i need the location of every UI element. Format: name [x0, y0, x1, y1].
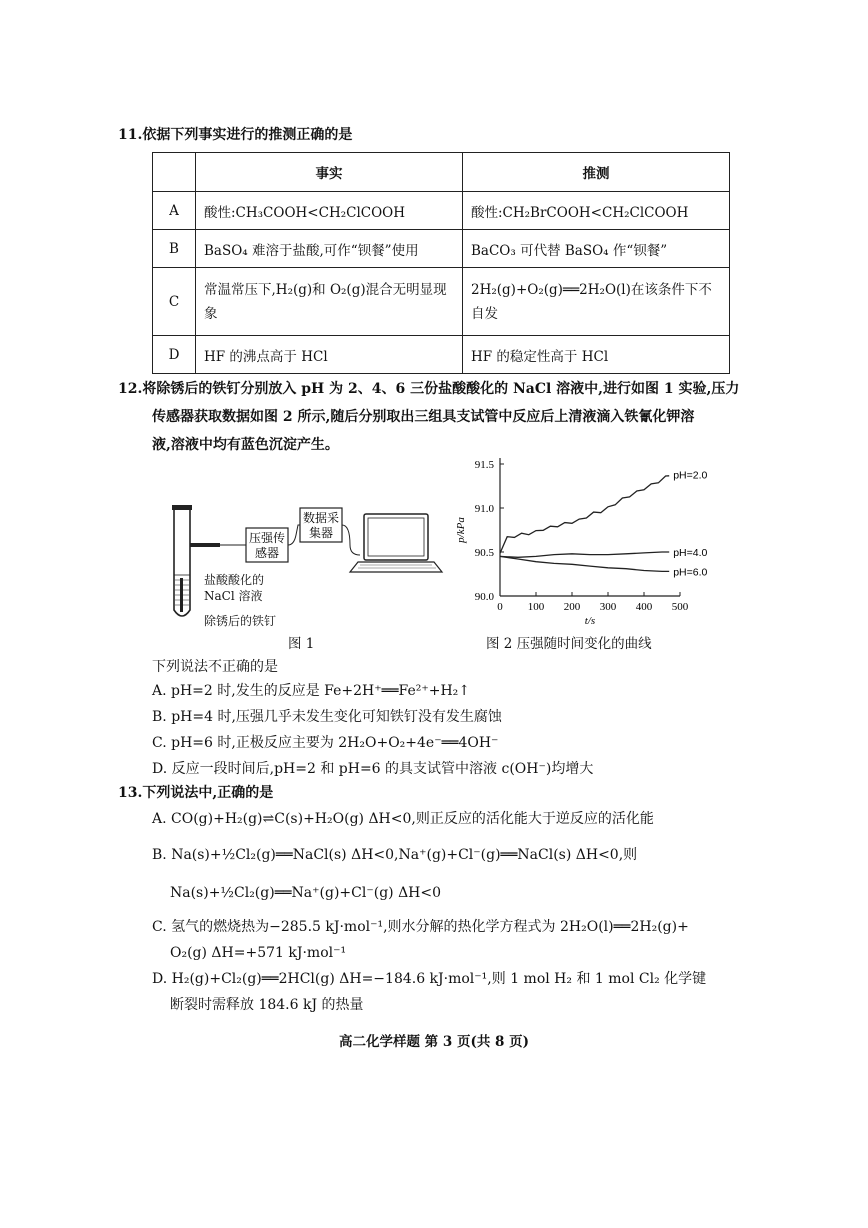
y-tick-label: 91.5	[474, 459, 494, 471]
table-row	[153, 336, 730, 374]
q13-option-a: A. CO(g)+H₂(g)⇌C(s)+H₂O(g) ΔH<0,则正反应的活化能大于逆反应的活化能	[152, 811, 654, 827]
collector-label-1: 数据采	[302, 511, 340, 525]
header-infer: 推测	[463, 153, 730, 192]
q12-option-c: C. pH=6 时,正极反应主要为 2H₂O+O₂+4e⁻══4OH⁻	[152, 735, 499, 751]
q12-option-b: B. pH=4 时,压强几乎未发生变化可知铁钉没有发生腐蚀	[152, 709, 502, 725]
x-tick-label: 400	[635, 601, 653, 613]
row-label: A	[153, 192, 196, 230]
x-tick-label: 100	[527, 601, 545, 613]
q12-stem-line1	[118, 378, 739, 400]
header-fact: 事实	[196, 153, 463, 192]
figure-1-apparatus	[160, 500, 450, 630]
y-tick-label: 91.0	[474, 503, 494, 515]
q12-number: 12.	[118, 381, 143, 397]
row-fact: 常温常压下,H₂(g)和 O₂(g)混合无明显现象	[196, 268, 463, 336]
series-label: pH=4.0	[673, 547, 708, 559]
page-footer: 高二化学样题 第 3 页(共 8 页)	[338, 1034, 530, 1050]
row-label: C	[153, 268, 196, 336]
x-tick-label: 500	[671, 601, 689, 613]
row-infer: 酸性:CH₂BrCOOH<CH₂ClCOOH	[463, 192, 730, 230]
series-label: pH=2.0	[673, 469, 708, 482]
q13-number: 13.	[118, 785, 143, 801]
series-line	[500, 552, 669, 557]
sensor-label-2: 感器	[254, 546, 280, 560]
pressure-chart	[448, 452, 748, 632]
row-infer: HF 的稳定性高于 HCl	[463, 336, 730, 374]
sensor-label-1: 压强传	[248, 531, 286, 545]
figure-1-caption: 图 1	[288, 636, 315, 652]
q11-stem-text: 依据下列事实进行的推测正确的是	[142, 127, 353, 143]
y-tick-label: 90.5	[474, 547, 494, 559]
q13-stem	[118, 782, 273, 804]
row-infer: 2H₂(g)+O₂(g)══2H₂O(l)在该条件下不自发	[463, 268, 730, 336]
row-infer: BaCO₃ 可代替 BaSO₄ 作“钡餐”	[463, 230, 730, 268]
x-tick-label: 300	[599, 601, 617, 613]
q12-stem-line2: 传感器获取数据如图 2 所示,随后分别取出三组具支试管中反应后上清液滴入铁氰化钾溶	[152, 409, 695, 425]
row-label: D	[153, 336, 196, 374]
figure-2-caption: 图 2 压强随时间变化的曲线	[486, 636, 652, 652]
table-corner	[153, 153, 196, 192]
table-row	[153, 268, 730, 336]
nail-label: 除锈后的铁钉	[204, 614, 277, 628]
q12-stem-line3: 液,溶液中均有蓝色沉淀产生。	[152, 437, 339, 453]
row-fact: BaSO₄ 难溶于盐酸,可作“钡餐”使用	[196, 230, 463, 268]
q12-question-text: 下列说法不正确的是	[152, 659, 278, 675]
row-fact: 酸性:CH₃COOH<CH₂ClCOOH	[196, 192, 463, 230]
table-row	[153, 230, 730, 268]
solution-label-line1: 盐酸酸化的	[204, 573, 265, 587]
series-line	[500, 476, 669, 553]
x-axis-label: t/s	[584, 615, 596, 627]
q12-option-d: D. 反应一段时间后,pH=2 和 pH=6 的具支试管中溶液 c(OH⁻)均增大	[152, 761, 594, 777]
laptop-icon	[350, 514, 442, 572]
table-row	[153, 192, 730, 230]
row-fact: HF 的沸点高于 HCl	[196, 336, 463, 374]
series-label: pH=6.0	[673, 566, 708, 579]
q12-question	[152, 656, 278, 678]
x-tick-label: 0	[497, 601, 503, 613]
x-tick-label: 200	[563, 601, 581, 613]
q11-stem	[118, 124, 352, 146]
row-label: B	[153, 230, 196, 268]
iron-nail	[180, 578, 183, 612]
q11-number: 11.	[118, 127, 143, 143]
solution-label	[204, 572, 264, 604]
q13-option-b-line1: B. Na(s)+½Cl₂(g)══NaCl(s) ΔH<0,Na⁺(g)+Cl⁻(g)══NaCl(s) ΔH<0,则	[152, 847, 638, 863]
q13-option-c-line1: C. 氢气的燃烧热为−285.5 kJ·mol⁻¹,则水分解的热化学方程式为 2H₂O(l)══2H₂(g)+	[152, 919, 689, 935]
solution-label-line2: NaCl 溶液	[204, 589, 263, 603]
q11-table	[152, 152, 730, 374]
q13-option-c-line2: O₂(g) ΔH=+571 kJ·mol⁻¹	[170, 945, 347, 961]
q12-stem-text: 将除锈后的铁钉分别放入 pH 为 2、4、6 三份盐酸酸化的 NaCl 溶液中,进行如图 1 实验,压力	[142, 381, 740, 397]
q12-option-a: A. pH=2 时,发生的反应是 Fe+2H⁺══Fe²⁺+H₂↑	[152, 683, 471, 699]
q13-option-b-line2: Na(s)+½Cl₂(g)══Na⁺(g)+Cl⁻(g) ΔH<0	[170, 885, 442, 901]
y-tick-label: 90.0	[474, 591, 494, 603]
q13-stem-text: 下列说法中,正确的是	[142, 785, 274, 801]
q13-option-d-line2: 断裂时需释放 184.6 kJ 的热量	[170, 997, 364, 1013]
q13-option-d-line1: D. H₂(g)+Cl₂(g)══2HCl(g) ΔH=−184.6 kJ·mol⁻¹,则 1 mol H₂ 和 1 mol Cl₂ 化学键	[152, 971, 707, 987]
series-line	[500, 556, 669, 571]
collector-label-2: 集器	[308, 526, 334, 540]
y-axis-label: p/kPa	[455, 517, 467, 543]
